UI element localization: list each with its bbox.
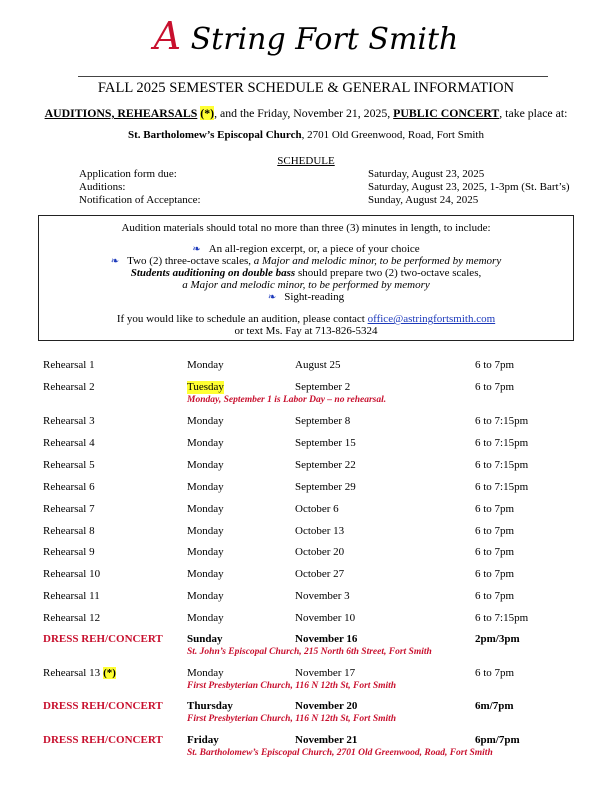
location-intro-mid: , and the Friday, November 21, 2025, xyxy=(214,106,394,120)
rehearsal-date: September 29 xyxy=(295,481,356,493)
rehearsal-time: 6pm/7pm xyxy=(475,734,520,746)
rehearsal-note: St. Bartholomew’s Episcopal Church, 2701 Old Greenwood, Road, Fort Smith xyxy=(187,748,493,758)
rehearsal-date: November 16 xyxy=(295,633,358,645)
rehearsal-time: 6 to 7:15pm xyxy=(475,415,529,427)
audition-item-2-italic: a Major and melodic minor, to be performed by memory xyxy=(253,255,502,267)
schedule-heading: SCHEDULE xyxy=(277,155,335,167)
rehearsal-day: Tuesday xyxy=(187,381,224,393)
rehearsal-name: Rehearsal 12 xyxy=(43,612,101,624)
bass-note-text: should prepare two (2) two-octave scales, xyxy=(295,267,482,279)
rehearsal-day: Monday xyxy=(187,503,224,515)
rehearsal-time: 6 to 7pm xyxy=(475,525,515,537)
rehearsal-time: 6 to 7pm xyxy=(475,568,515,580)
rehearsal-day: Monday xyxy=(187,415,224,427)
rehearsal-time: 6 to 7pm xyxy=(475,667,515,679)
rehearsal-name: DRESS REH/CONCERT xyxy=(43,633,163,645)
rehearsal-name: DRESS REH/CONCERT xyxy=(43,700,163,712)
rehearsal-note: First Presbyterian Church, 116 N 12th St, Fort Smith xyxy=(187,681,397,691)
rehearsal-date: September 8 xyxy=(295,415,351,427)
schedule-label: Application form due: xyxy=(79,168,177,180)
rehearsal-date: August 25 xyxy=(295,359,341,371)
rehearsal-day: Monday xyxy=(187,590,224,602)
logo-title-text: String Fort Smith xyxy=(181,22,459,57)
rehearsal-name: Rehearsal 10 xyxy=(43,568,101,580)
schedule-value: Saturday, August 23, 2025, 1-3pm (St. Bart’s) xyxy=(368,181,570,193)
rehearsal-note: First Presbyterian Church, 116 N 12th St, Fort Smith xyxy=(187,714,397,724)
contact-text: If you would like to schedule an audition, please contact xyxy=(116,313,368,325)
header-divider xyxy=(78,76,548,77)
rehearsal-day: Monday xyxy=(187,359,224,371)
location-intro-end: , take place at: xyxy=(499,106,568,120)
public-concert-label: PUBLIC CONCERT xyxy=(393,106,500,120)
rehearsal-name: Rehearsal 13 xyxy=(43,667,101,679)
rehearsal-date: September 22 xyxy=(295,459,356,471)
rehearsal-name: Rehearsal 5 xyxy=(43,459,95,471)
audition-item-1-text: An all-region excerpt, or, a piece of your choice xyxy=(208,243,420,255)
rehearsal-note: Monday, September 1 is Labor Day – no rehearsal. xyxy=(187,395,387,405)
bass-note-bold: Students auditioning on double bass xyxy=(130,267,296,279)
church-name: St. Bartholomew’s Episcopal Church xyxy=(128,129,302,141)
rehearsal-time: 6 to 7pm xyxy=(475,381,515,393)
asterisk-marker: (*) xyxy=(103,667,116,679)
schedule-label: Notification of Acceptance: xyxy=(79,194,201,206)
logo-title xyxy=(0,16,612,60)
rehearsal-name: Rehearsal 1 xyxy=(43,359,95,371)
church-address xyxy=(0,129,612,141)
rehearsal-time: 6 to 7:15pm xyxy=(475,459,529,471)
rehearsal-day: Friday xyxy=(187,734,219,746)
rehearsal-time: 2pm/3pm xyxy=(475,633,520,645)
schedule-value: Sunday, August 24, 2025 xyxy=(368,194,479,206)
auditions-rehearsals-label: AUDITIONS, REHEARSALS xyxy=(44,106,198,120)
schedule-label: Auditions: xyxy=(79,181,126,193)
rehearsal-time: 6 to 7:15pm xyxy=(475,612,529,624)
rehearsal-name-cell xyxy=(43,667,116,680)
rehearsal-time: 6 to 7:15pm xyxy=(475,437,529,449)
rehearsal-date: November 17 xyxy=(295,667,356,679)
schedule-value: Saturday, August 23, 2025 xyxy=(368,168,485,180)
rehearsal-date: October 27 xyxy=(295,568,345,580)
ornament-bullet-icon: ❧ xyxy=(110,256,120,267)
audition-item-2-text: Two (2) three-octave scales, xyxy=(127,255,254,267)
rehearsal-date: November 10 xyxy=(295,612,356,624)
rehearsal-date: October 6 xyxy=(295,503,339,515)
rehearsal-time: 6 to 7pm xyxy=(475,590,515,602)
rehearsal-day: Monday xyxy=(187,612,224,624)
rehearsal-name: Rehearsal 3 xyxy=(43,415,95,427)
rehearsal-day: Monday xyxy=(187,667,224,679)
rehearsal-name: Rehearsal 8 xyxy=(43,525,95,537)
rehearsal-name: DRESS REH/CONCERT xyxy=(43,734,163,746)
bass-note-italic: a Major and melodic minor, to be performed by memory xyxy=(182,279,430,291)
rehearsal-name: Rehearsal 9 xyxy=(43,546,95,558)
church-street: , 2701 Old Greenwood, Road, Fort Smith xyxy=(301,129,484,141)
rehearsal-day: Sunday xyxy=(187,633,223,645)
rehearsal-date: November 3 xyxy=(295,590,350,602)
ornament-bullet-icon: ❧ xyxy=(267,292,277,303)
audition-item-3-text: Sight-reading xyxy=(284,291,345,303)
rehearsal-note: St. John’s Episcopal Church, 215 North 6th Street, Fort Smith xyxy=(187,647,432,657)
rehearsal-name: Rehearsal 2 xyxy=(43,381,95,393)
rehearsal-date: November 20 xyxy=(295,700,358,712)
rehearsal-time: 6 to 7pm xyxy=(475,546,515,558)
audition-intro: Audition materials should total no more than three (3) minutes in length, to include: xyxy=(121,222,491,234)
asterisk-marker: (*) xyxy=(200,106,215,120)
semester-heading: FALL 2025 SEMESTER SCHEDULE & GENERAL INFORMATION xyxy=(97,80,515,96)
rehearsal-date: September 15 xyxy=(295,437,356,449)
rehearsal-time: 6 to 7pm xyxy=(475,359,515,371)
rehearsal-day: Monday xyxy=(187,437,224,449)
rehearsal-time: 6 to 7pm xyxy=(475,503,515,515)
rehearsal-time: 6m/7pm xyxy=(475,700,514,712)
rehearsal-date: September 2 xyxy=(295,381,351,393)
audition-item-3 xyxy=(39,291,573,304)
rehearsal-day: Monday xyxy=(187,459,224,471)
location-intro xyxy=(0,106,612,121)
rehearsal-day: Thursday xyxy=(187,700,233,712)
rehearsal-name: Rehearsal 6 xyxy=(43,481,95,493)
rehearsal-name: Rehearsal 11 xyxy=(43,590,100,602)
rehearsal-date: October 13 xyxy=(295,525,345,537)
rehearsal-date: October 20 xyxy=(295,546,345,558)
rehearsal-name: Rehearsal 7 xyxy=(43,503,95,515)
rehearsal-day: Monday xyxy=(187,481,224,493)
rehearsal-date: November 21 xyxy=(295,734,358,746)
rehearsal-day: Monday xyxy=(187,568,224,580)
logo-letter-a: A xyxy=(153,14,182,58)
rehearsal-name: Rehearsal 4 xyxy=(43,437,95,449)
contact-phone: or text Ms. Fay at 713-826-5324 xyxy=(234,325,378,337)
contact-email-link[interactable]: office@astringfortsmith.com xyxy=(367,313,496,325)
rehearsal-time: 6 to 7:15pm xyxy=(475,481,529,493)
rehearsal-day: Monday xyxy=(187,525,224,537)
audition-requirements-box xyxy=(38,215,574,341)
ornament-bullet-icon: ❧ xyxy=(192,244,201,255)
rehearsal-day: Monday xyxy=(187,546,224,558)
